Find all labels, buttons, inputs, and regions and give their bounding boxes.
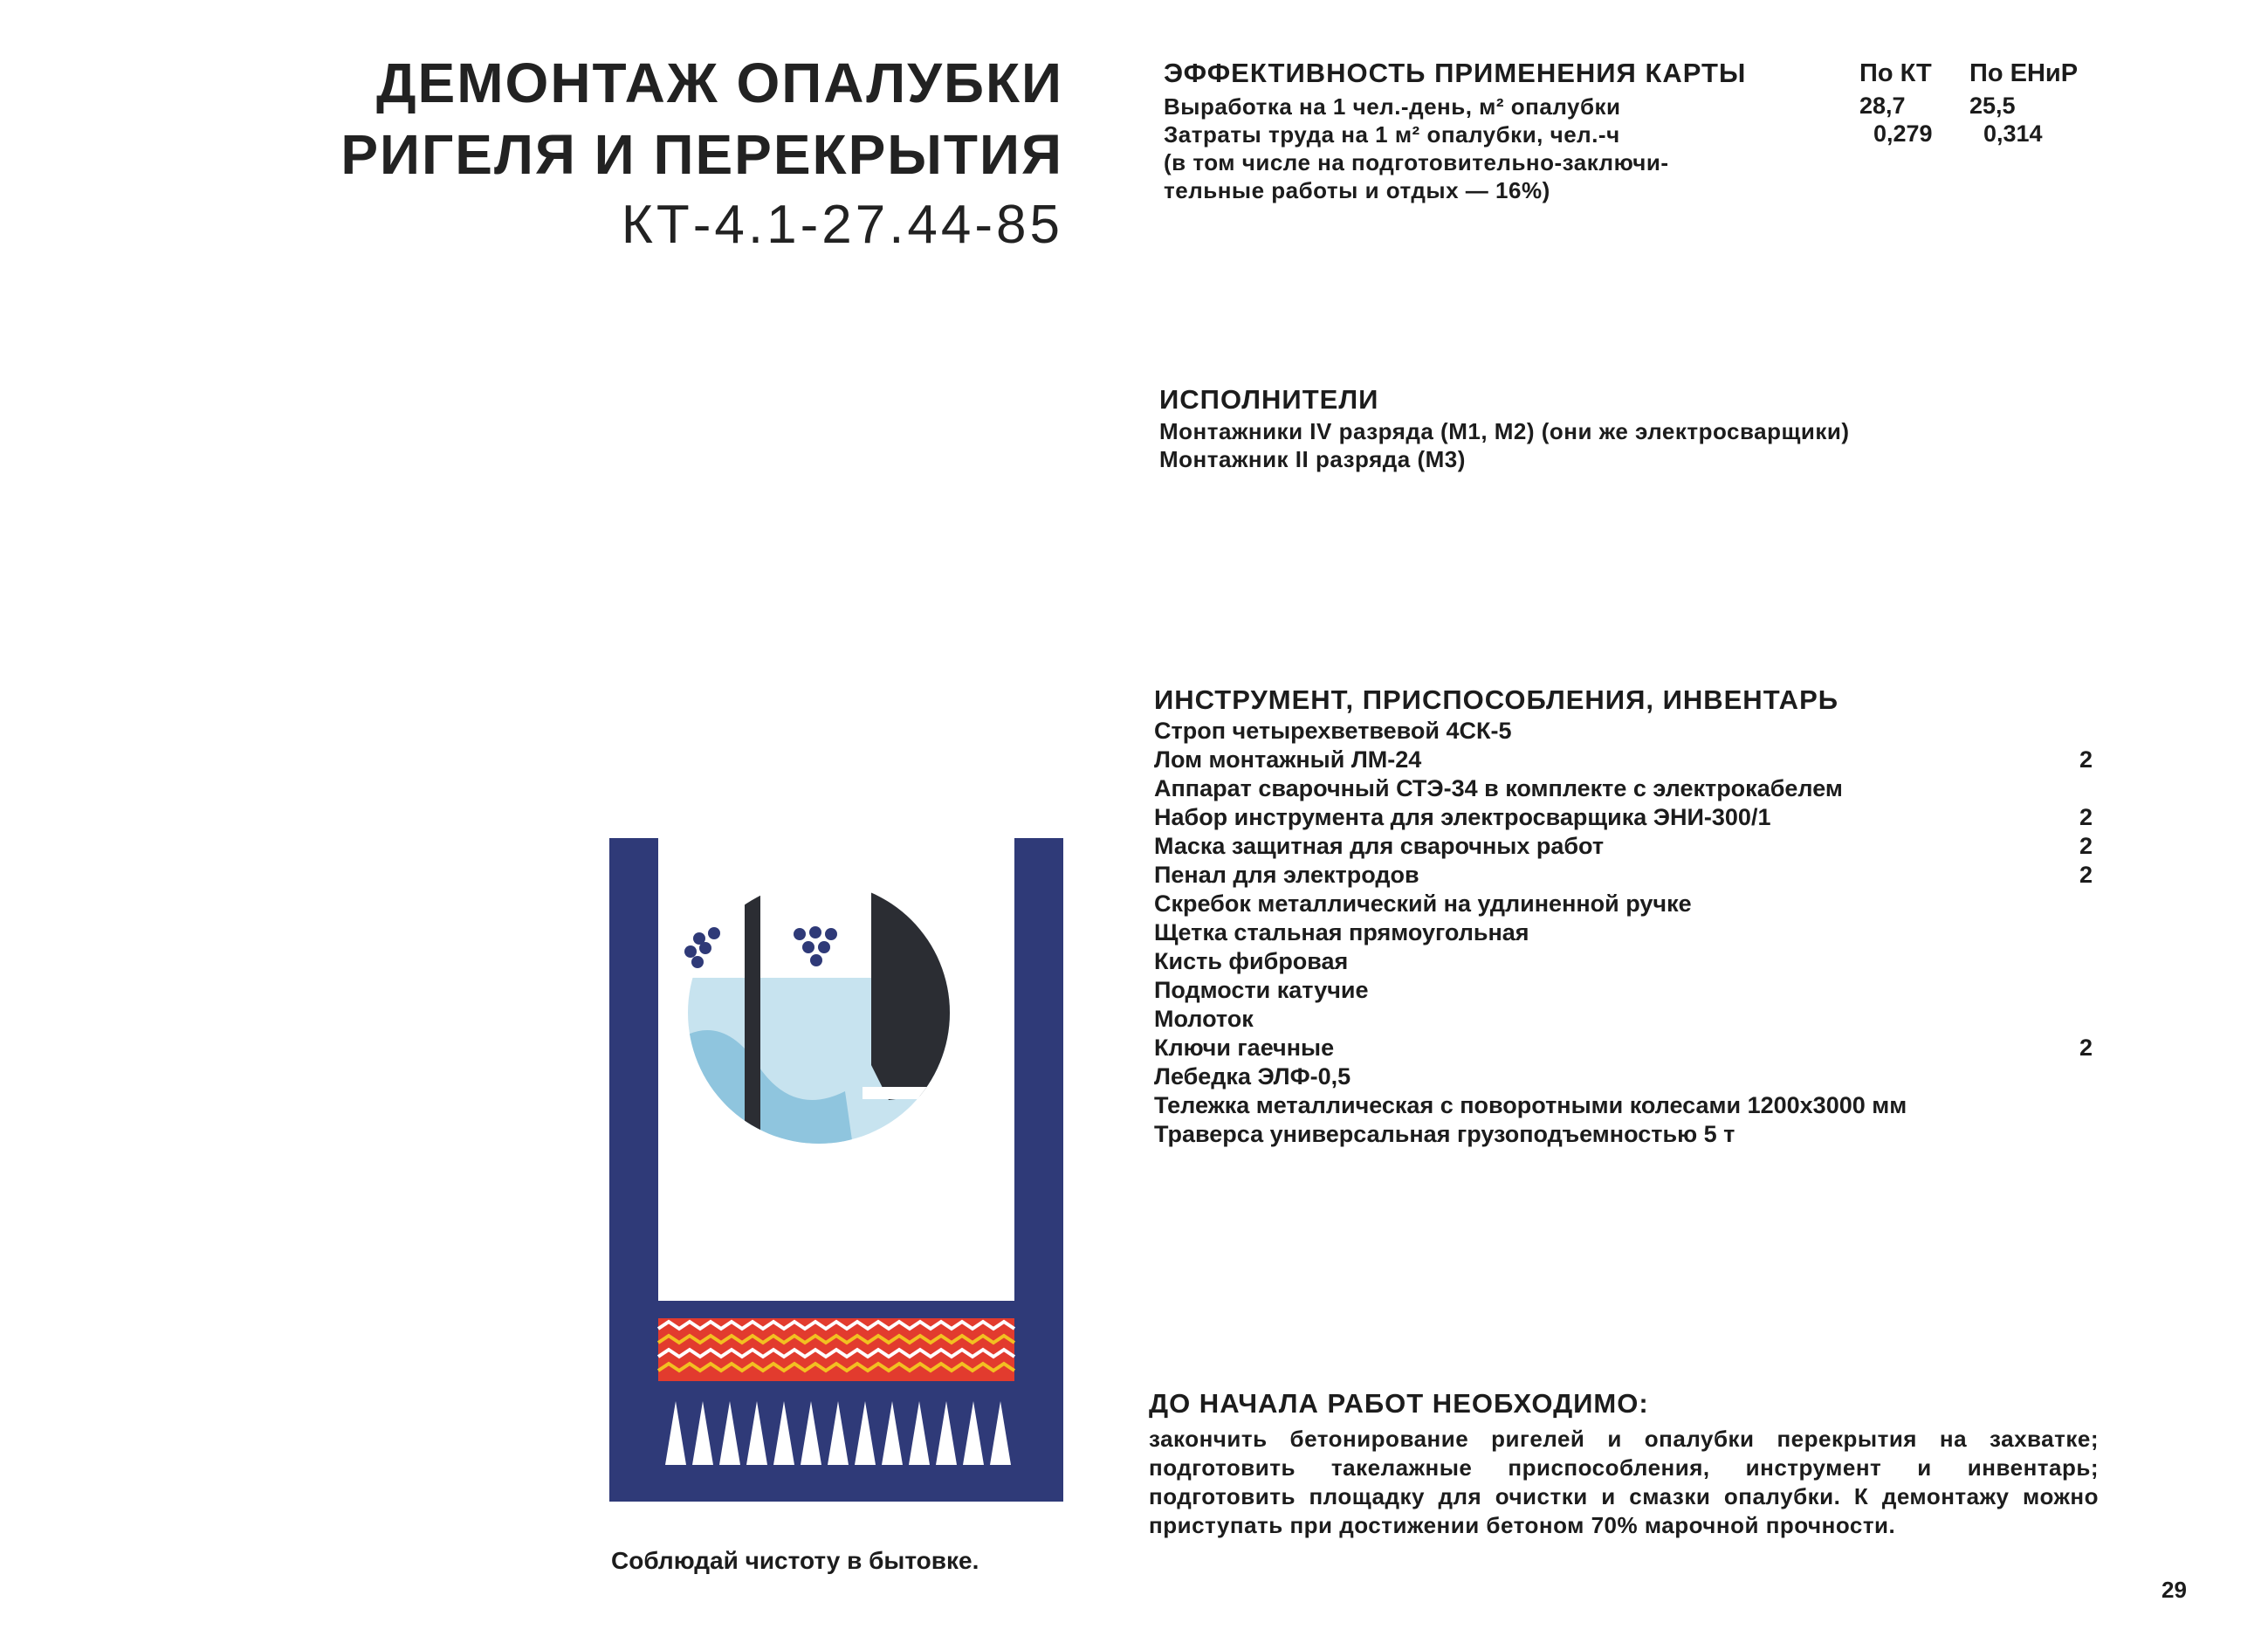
tool-item — [1154, 1092, 2106, 1121]
before-work-heading: ДО НАЧАЛА РАБОТ НЕОБХОДИМО: — [1149, 1388, 1649, 1419]
droplet — [699, 942, 711, 954]
efficiency-line: Выработка на 1 чел.-день, м² опалубки — [1164, 93, 1621, 120]
tool-name: Строп четырехветвевой 4СК-5 — [1154, 718, 1512, 744]
tool-name: Пенал для электродов — [1154, 862, 1419, 888]
tool-name: Молоток — [1154, 1006, 1254, 1032]
tool-name: Скребок металлический на удлиненной ручке — [1154, 890, 1692, 917]
efficiency-section — [1164, 58, 1862, 204]
tool-item — [1154, 890, 2106, 919]
cleanliness-poster-illustration — [609, 838, 1063, 1502]
tool-name: Аппарат сварочный СТЭ-34 в комплекте с электрокабелем — [1154, 775, 1843, 801]
before-work-section — [1149, 1388, 2099, 1540]
column-kt-header: По КТ — [1859, 59, 1932, 87]
droplet — [825, 928, 837, 940]
droplet — [708, 927, 720, 939]
column-kt-value: 28,7 — [1859, 93, 1906, 119]
page-title-line1: ДЕМОНТАЖ ОПАЛУБКИ — [375, 52, 1063, 114]
droplet — [802, 941, 814, 953]
before-work-text: закончить бетонирование ригелей и опалубки перекрытия на захватке; подготовить такелажные приспособления, инструмент и инвентарь; подготовить площадку для очистки и смазки опалубки. К демонтажу можно приступать при достижении бетоном 70% марочной прочности. — [1149, 1426, 2099, 1538]
droplet — [794, 928, 806, 940]
tool-name: Траверса универсальная грузоподъемностью 5 т — [1154, 1121, 1735, 1147]
tool-item — [1154, 833, 2106, 862]
tool-qty: 2 — [2079, 804, 2093, 830]
tool-qty: 2 — [2079, 1035, 2093, 1061]
tool-name: Ключи гаечные — [1154, 1035, 1335, 1061]
column-enir-value: 25,5 — [1969, 93, 2016, 119]
tool-item — [1154, 948, 2106, 977]
tools-heading: ИНСТРУМЕНТ, ПРИСПОСОБЛЕНИЯ, ИНВЕНТАРЬ — [1154, 684, 1839, 715]
efficiency-line: (в том числе на подготовительно-заключи- — [1164, 149, 1669, 175]
droplet — [818, 941, 830, 953]
column-kt-value: 0,279 — [1873, 120, 1933, 147]
tool-item — [1154, 746, 2106, 775]
performer-line: Монтажники IV разряда (М1, М2) (они же электросварщики) — [1159, 418, 1850, 444]
tool-qty: 2 — [2079, 833, 2093, 859]
document-code: КТ-4.1-27.44-85 — [621, 195, 1063, 255]
performers-heading: ИСПОЛНИТЕЛИ — [1159, 384, 1379, 415]
column-enir — [1969, 59, 2100, 148]
tool-item — [1154, 1063, 2106, 1092]
efficiency-line: тельные работы и отдых — 16%) — [1164, 177, 1550, 203]
illustration-caption: Соблюдай чистоту в бытовке. — [611, 1547, 979, 1574]
droplet — [810, 954, 822, 966]
droplet — [684, 945, 697, 958]
tool-name: Кисть фибровая — [1154, 948, 1349, 974]
tool-item — [1154, 804, 2106, 833]
scene-pole — [745, 890, 760, 1135]
tool-item — [1154, 1035, 2106, 1063]
zigzag-band — [658, 1318, 1014, 1381]
performers-section — [1159, 384, 1850, 473]
tool-name: Щетка стальная прямоугольная — [1154, 919, 1529, 945]
efficiency-line: Затраты труда на 1 м² опалубки, чел.-ч — [1164, 121, 1620, 148]
page-number: 29 — [2161, 1577, 2187, 1603]
tool-name: Набор инструмента для электросварщика ЭНИ-300/1 — [1154, 804, 1771, 830]
droplet — [809, 926, 821, 938]
tool-name: Лебедка ЭЛФ-0,5 — [1154, 1063, 1351, 1090]
tool-item — [1154, 862, 2106, 890]
efficiency-heading: ЭФФЕКТИВНОСТЬ ПРИМЕНЕНИЯ КАРТЫ — [1164, 58, 1747, 88]
droplet — [691, 956, 704, 968]
tool-item — [1154, 977, 2106, 1006]
performer-line: Монтажник II разряда (М3) — [1159, 446, 1466, 472]
tools-section — [1154, 684, 2106, 1150]
column-enir-header: По ЕНиР — [1969, 59, 2079, 87]
tool-item — [1154, 718, 2106, 746]
column-enir-value: 0,314 — [1983, 120, 2043, 147]
tool-item — [1154, 1006, 2106, 1035]
tool-qty: 2 — [2079, 862, 2093, 888]
tool-name: Тележка металлическая с поворотными колесами 1200х3000 мм — [1154, 1092, 1907, 1118]
tool-item — [1154, 919, 2106, 948]
page-title-line2: РИГЕЛЯ И ПЕРЕКРЫТИЯ — [340, 123, 1063, 186]
tool-name: Лом монтажный ЛМ-24 — [1154, 746, 1422, 773]
tool-qty: 2 — [2079, 746, 2093, 773]
tool-name: Маска защитная для сварочных работ — [1154, 833, 1605, 859]
tool-name: Подмости катучие — [1154, 977, 1369, 1003]
tool-item — [1154, 1121, 2106, 1150]
tool-item — [1154, 775, 2106, 804]
